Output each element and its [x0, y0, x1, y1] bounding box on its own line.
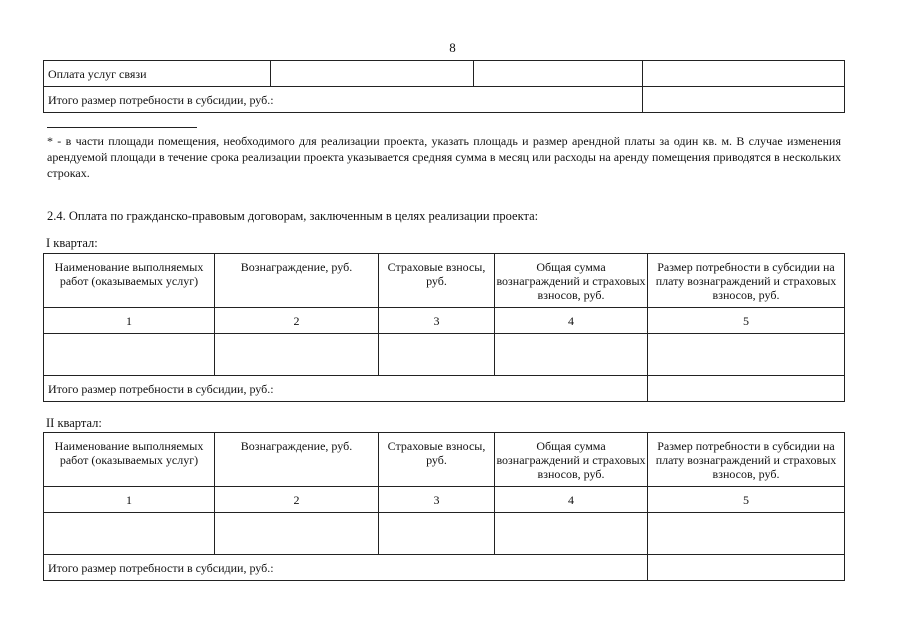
column-header: Общая сумма вознаграждений и страховых взносов, руб. — [495, 433, 648, 487]
column-number-row — [44, 487, 845, 513]
empty-cell[interactable] — [643, 61, 845, 87]
column-header: Вознаграждение, руб. — [215, 254, 379, 308]
footnote-divider — [47, 127, 197, 128]
empty-cell[interactable] — [44, 334, 215, 376]
quarter-label: I квартал: — [46, 236, 98, 250]
column-header: Страховые взносы, руб. — [379, 433, 495, 487]
header-row — [44, 254, 845, 308]
empty-cell[interactable] — [379, 334, 495, 376]
column-header: Страховые взносы, руб. — [379, 254, 495, 308]
empty-cell[interactable] — [379, 513, 495, 555]
table-row — [44, 87, 845, 113]
column-header: Наименование выполняемых работ (оказываемых услуг) — [44, 254, 215, 308]
column-number: 5 — [648, 308, 845, 334]
empty-cell[interactable] — [643, 87, 845, 113]
empty-cell[interactable] — [271, 61, 474, 87]
empty-cell[interactable] — [215, 334, 379, 376]
column-number: 4 — [495, 487, 648, 513]
column-header: Размер потребности в субсидии на плату вознаграждений и страховых взносов, руб. — [648, 254, 845, 308]
empty-cell[interactable] — [648, 334, 845, 376]
empty-cell[interactable] — [44, 513, 215, 555]
row-label: Оплата услуг связи — [44, 61, 271, 87]
table-row — [44, 334, 845, 376]
quarter-1-table — [43, 253, 845, 402]
empty-cell[interactable] — [648, 376, 845, 402]
top-expense-table — [43, 60, 845, 113]
page-number: 8 — [449, 40, 456, 55]
total-label: Итого размер потребности в субсидии, руб.: — [44, 87, 643, 113]
column-number: 4 — [495, 308, 648, 334]
column-number: 5 — [648, 487, 845, 513]
total-label: Итого размер потребности в субсидии, руб.: — [44, 376, 648, 402]
table-row — [44, 513, 845, 555]
column-number-row — [44, 308, 845, 334]
empty-cell[interactable] — [215, 513, 379, 555]
column-header: Вознаграждение, руб. — [215, 433, 379, 487]
section-heading: 2.4. Оплата по гражданско-правовым договорам, заключенным в целях реализации проекта: — [47, 209, 539, 223]
column-number: 3 — [379, 487, 495, 513]
total-row — [44, 376, 845, 402]
empty-cell[interactable] — [648, 555, 845, 581]
column-header: Общая сумма вознаграждений и страховых взносов, руб. — [495, 254, 648, 308]
column-number: 1 — [44, 487, 215, 513]
header-row — [44, 433, 845, 487]
total-label: Итого размер потребности в субсидии, руб.: — [44, 555, 648, 581]
empty-cell[interactable] — [495, 513, 648, 555]
empty-cell[interactable] — [648, 513, 845, 555]
column-number: 2 — [215, 308, 379, 334]
column-number: 2 — [215, 487, 379, 513]
quarter-2-table — [43, 432, 845, 581]
column-header: Размер потребности в субсидии на плату вознаграждений и страховых взносов, руб. — [648, 433, 845, 487]
footnote: * - в части площади помещения, необходимого для реализации проекта, указать площадь и размер арендной платы за один кв. м. В случае изменения арендуемой площади в течение срока реализации проекта указывается средняя сумма в месяц или расходы на аренду помещения приводятся в нескольких строках. — [47, 134, 841, 180]
column-number: 3 — [379, 308, 495, 334]
table-row — [44, 61, 845, 87]
column-number: 1 — [44, 308, 215, 334]
total-row — [44, 555, 845, 581]
column-header: Наименование выполняемых работ (оказываемых услуг) — [44, 433, 215, 487]
empty-cell[interactable] — [474, 61, 643, 87]
quarter-label: II квартал: — [46, 416, 102, 430]
empty-cell[interactable] — [495, 334, 648, 376]
